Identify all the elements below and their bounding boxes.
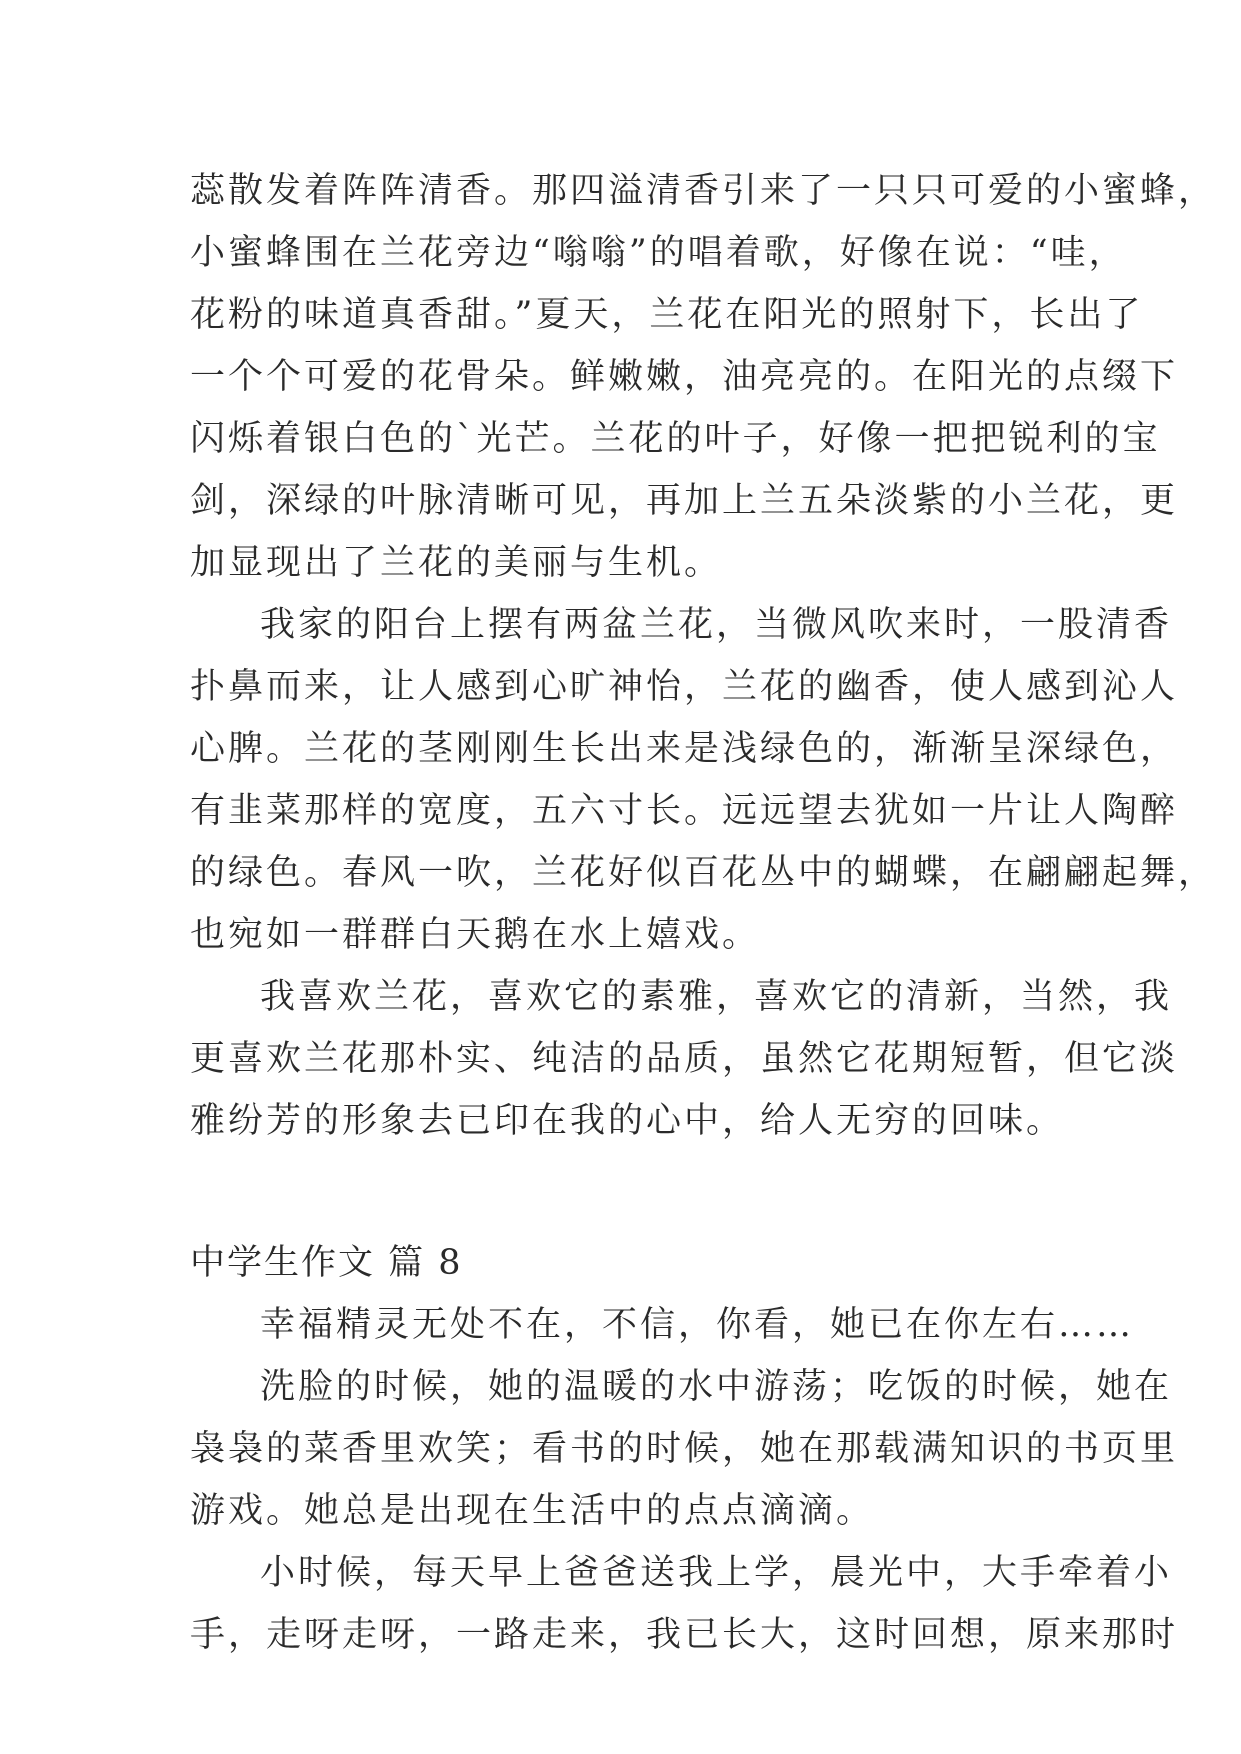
text-line: 小蜜蜂围在兰花旁边“嗡嗡”的唱着歌，好像在说：“哇， [190, 233, 1127, 273]
paragraph [190, 594, 1217, 966]
text-line: 有韭菜那样的宽度，五六寸长。远远望去犹如一片让人陶醉 [190, 791, 1179, 831]
paragraph [190, 1294, 1135, 1356]
text-line: 的绿色。春风一吹，兰花好似百花丛中的蝴蝶，在翩翩起舞， [190, 853, 1217, 893]
text-line: 小时候，每天早上爸爸送我上学，晨光中，大手牵着小 [260, 1553, 1173, 1593]
text-line: 更喜欢兰花那朴实、纯洁的品质，虽然它花期短暂，但它淡 [190, 1039, 1179, 1079]
text-line: 蕊散发着阵阵清香。那四溢清香引来了一只只可爱的小蜜蜂， [190, 171, 1217, 211]
text-line: 手，走呀走呀，一路走来，我已长大，这时回想，原来那时 [190, 1615, 1179, 1655]
text-line: 心脾。兰花的茎刚刚生长出来是浅绿色的，渐渐呈深绿色， [190, 729, 1179, 769]
section-heading: 中学生作文 篇 8 [190, 1243, 463, 1283]
paragraph [190, 1542, 1179, 1666]
text-line: 雅纷芳的形象去已印在我的心中，给人无穷的回味。 [190, 1101, 1065, 1141]
text-line: 我喜欢兰花，喜欢它的素雅，喜欢它的清新，当然，我 [260, 977, 1173, 1017]
text-line: 扑鼻而来，让人感到心旷神怡，兰花的幽香，使人感到沁人 [190, 667, 1179, 707]
text-line: 剑，深绿的叶脉清晰可见，再加上兰五朵淡紫的小兰花，更 [190, 481, 1179, 521]
text-line: 加显现出了兰花的美丽与生机。 [190, 543, 723, 583]
text-line: 闪烁着银白色的`光芒。兰花的叶子，好像一把把锐利的宝 [190, 419, 1161, 459]
text-line: 袅袅的菜香里欢笑；看书的时候，她在那载满知识的书页里 [190, 1429, 1179, 1469]
text-line: 洗脸的时候，她的温暖的水中游荡；吃饭的时候，她在 [260, 1367, 1173, 1407]
paragraph [190, 966, 1179, 1152]
document-body [190, 160, 1217, 1666]
text-line: 我家的阳台上摆有两盆兰花，当微风吹来时，一股清香 [260, 605, 1173, 645]
text-line: 也宛如一群群白天鹅在水上嬉戏。 [190, 915, 761, 955]
text-line: 花粉的味道真香甜。”夏天，兰花在阳光的照射下，长出了 [190, 295, 1144, 335]
text-line: 游戏。她总是出现在生活中的点点滴滴。 [190, 1491, 875, 1531]
paragraph-continued [190, 160, 1217, 594]
text-line: 一个个可爱的花骨朵。鲜嫩嫩，油亮亮的。在阳光的点缀下 [190, 357, 1179, 397]
text-line: 幸福精灵无处不在，不信，你看，她已在你左右…… [260, 1305, 1135, 1345]
section-spacer [190, 1152, 1090, 1232]
paragraph [190, 1356, 1179, 1542]
